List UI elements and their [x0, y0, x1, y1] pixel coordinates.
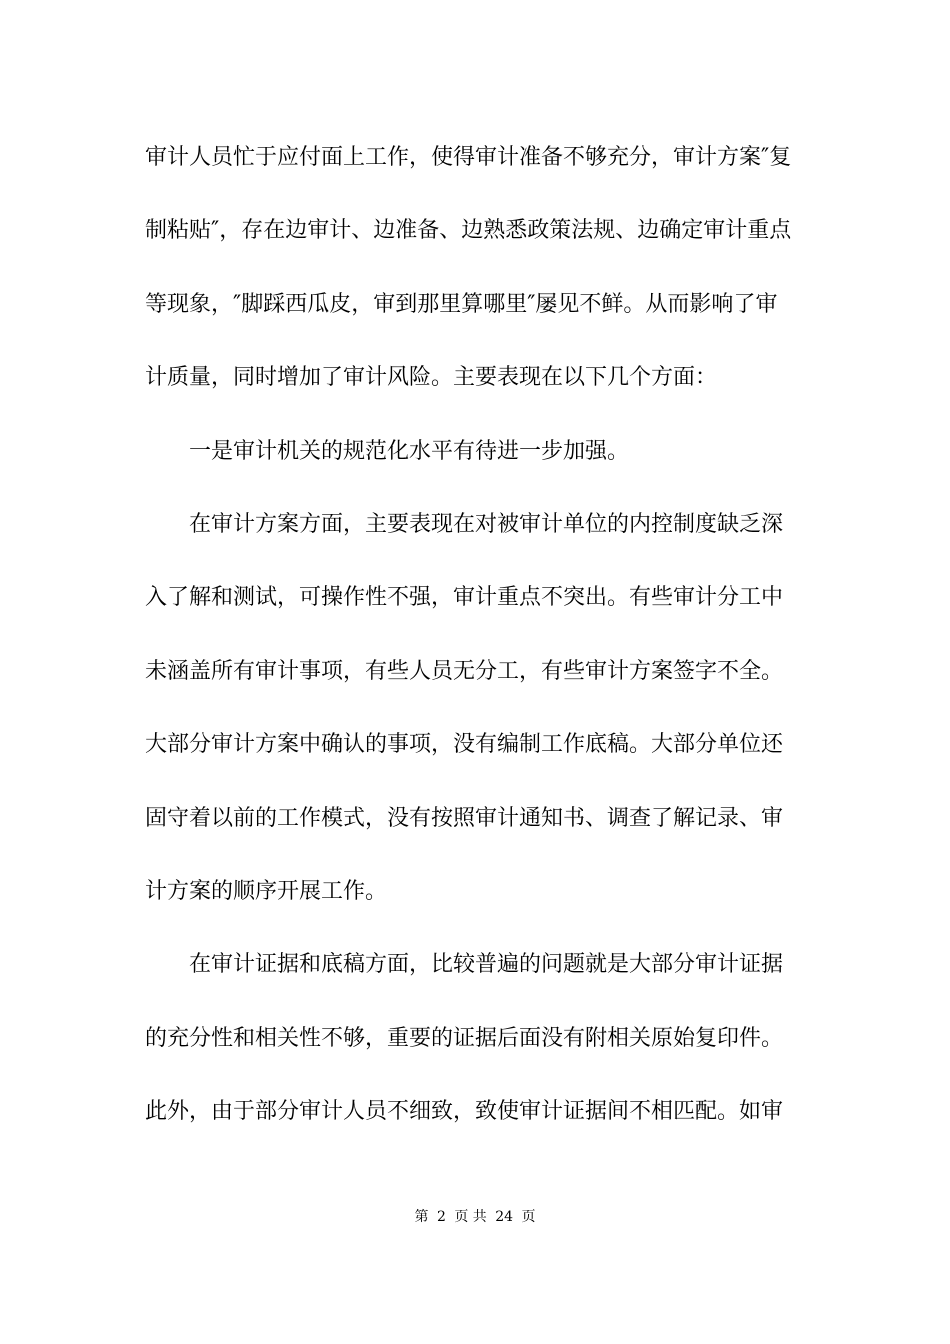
- text-line: 计质量，同时增加了审计风险。主要表现在以下几个方面：: [145, 365, 718, 391]
- text-line: 一是审计机关的规范化水平有待进一步加强。: [189, 438, 630, 464]
- page-footer: [0, 1208, 950, 1226]
- text-line: 入了解和测试，可操作性不强，审计重点不突出。有些审计分工中: [145, 585, 784, 611]
- text-line: 等现象，″脚踩西瓜皮，审到那里算哪里″屡见不鲜。从而影响了审: [145, 291, 778, 317]
- text-line: 未涵盖所有审计事项，有些人员无分工，有些审计方案签字不全。: [145, 658, 784, 684]
- text-line: 在审计方案方面，主要表现在对被审计单位的内控制度缺乏深: [189, 511, 784, 537]
- footer-mid: 页 共: [454, 1209, 487, 1225]
- text-line: 计方案的顺序开展工作。: [145, 878, 388, 904]
- footer-prefix: 第: [414, 1209, 429, 1225]
- text-line: 制粘贴″，存在边审计、边准备、边熟悉政策法规、边确定审计重点: [145, 218, 792, 244]
- footer-suffix: 页: [521, 1209, 536, 1225]
- text-line: 固守着以前的工作模式，没有按照审计通知书、调查了解记录、审: [145, 805, 784, 831]
- footer-total-pages: 24: [495, 1209, 514, 1225]
- body-text: [145, 135, 810, 1162]
- text-line: 此外，由于部分审计人员不细致，致使审计证据间不相匹配。如审: [145, 1099, 784, 1125]
- text-line: 大部分审计方案中确认的事项，没有编制工作底稿。大部分单位还: [145, 732, 784, 758]
- footer-page-number: 2: [436, 1209, 446, 1225]
- text-line: 在审计证据和底稿方面，比较普遍的问题就是大部分审计证据: [189, 952, 784, 978]
- text-line: 审计人员忙于应付面上工作，使得审计准备不够充分，审计方案″复: [145, 145, 792, 170]
- text-line: 的充分性和相关性不够，重要的证据后面没有附相关原始复印件。: [145, 1025, 784, 1051]
